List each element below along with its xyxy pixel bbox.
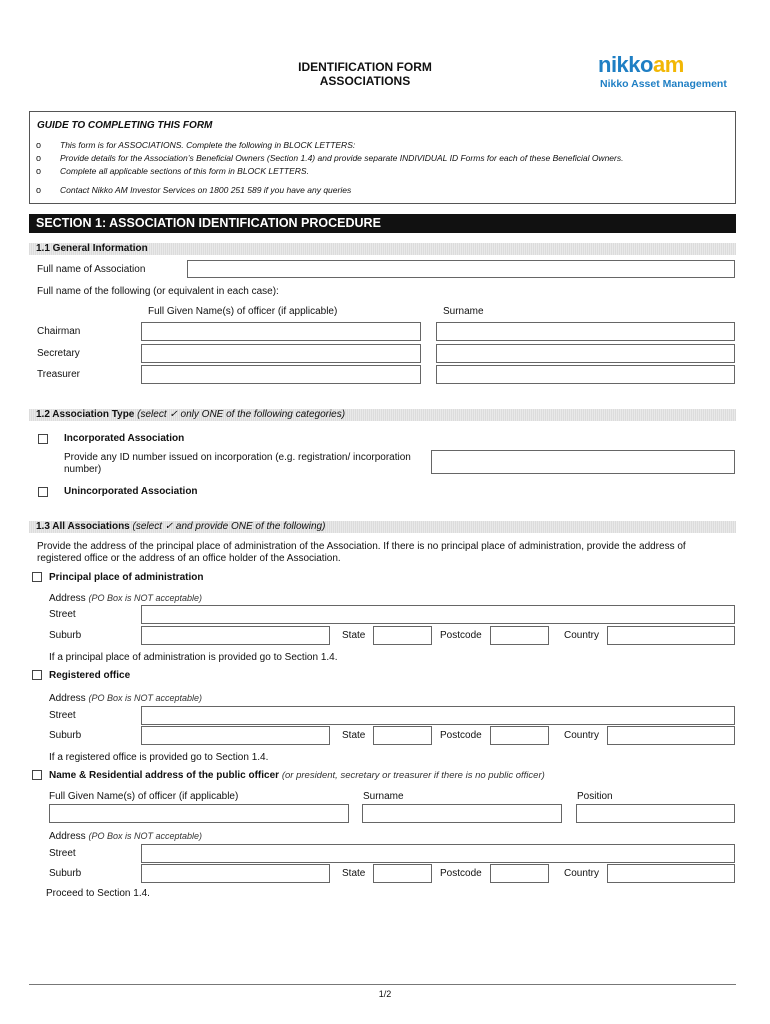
officer-street-label: Street <box>49 848 76 859</box>
role-treasurer-label: Treasurer <box>37 369 80 380</box>
public-officer-label <box>49 770 545 782</box>
secretary-given-name-field[interactable] <box>141 344 421 363</box>
officer-address-text: Address <box>49 831 86 842</box>
id-number-field[interactable] <box>431 450 735 474</box>
form-title-line1: IDENTIFICATION FORM <box>298 60 432 74</box>
guide-bullet: o <box>36 166 42 176</box>
principal-suburb-field[interactable] <box>141 626 330 645</box>
principal-state-field[interactable] <box>373 626 432 645</box>
officer-surname-header: Surname <box>363 791 404 802</box>
page-number: 1/2 <box>378 989 392 999</box>
registered-office-checkbox[interactable] <box>32 670 42 680</box>
association-name-field[interactable] <box>187 260 735 278</box>
principal-address-note: (PO Box is NOT acceptable) <box>88 593 203 603</box>
registered-suburb-field[interactable] <box>141 726 330 745</box>
nikko-am-logo <box>598 52 684 78</box>
principal-goto-note: If a principal place of administration is provided go to Section 1.4. <box>49 652 338 663</box>
principal-street-label: Street <box>49 609 76 620</box>
chairman-surname-field[interactable] <box>436 322 735 341</box>
principal-street-field[interactable] <box>141 605 735 624</box>
registered-country-label: Country <box>564 730 600 741</box>
officer-suburb-field[interactable] <box>141 864 330 883</box>
registered-goto-note: If a registered office is provided go to Section 1.4. <box>49 752 269 763</box>
footer-divider <box>29 984 736 985</box>
principal-suburb-label: Suburb <box>49 630 82 641</box>
officer-postcode-field[interactable] <box>490 864 549 883</box>
form-title-line2: ASSOCIATIONS <box>319 74 411 88</box>
id-number-label: Provide any ID number issued on incorporation (e.g. registration/ incorporation number) <box>64 452 411 475</box>
treasurer-surname-field[interactable] <box>436 365 735 384</box>
unincorporated-checkbox[interactable] <box>38 487 48 497</box>
officer-suburb-label: Suburb <box>49 868 82 879</box>
following-label: Full name of the following (or equivalent in each case): <box>37 286 279 297</box>
logo-subtitle: Nikko Asset Management <box>600 78 727 90</box>
association-type-heading-note: (select ✓ only ONE of the following categories) <box>137 409 346 420</box>
officer-position-field[interactable] <box>576 804 735 823</box>
registered-state-label: State <box>342 730 366 741</box>
general-info-heading <box>29 243 736 255</box>
principal-address-label <box>49 592 202 605</box>
general-info-heading-text: 1.1 General Information <box>36 243 148 254</box>
guide-item: Complete all applicable sections of this form in BLOCK LETTERS. <box>60 166 309 176</box>
officer-surname-field[interactable] <box>362 804 562 823</box>
principal-state-label: State <box>342 630 366 641</box>
all-associations-heading <box>29 521 736 533</box>
section1-heading: SECTION 1: ASSOCIATION IDENTIFICATION PROCEDURE <box>29 214 736 233</box>
guide-item: Contact Nikko AM Investor Services on 1800 251 589 if you have any queries <box>60 185 352 195</box>
logo-am-text: am <box>652 52 684 77</box>
full-name-label: Full name of Association <box>37 264 146 275</box>
all-associations-heading-text: 1.3 All Associations <box>36 521 130 532</box>
incorporated-checkbox[interactable] <box>38 434 48 444</box>
surname-header: Surname <box>443 306 484 317</box>
guide-item: This form is for ASSOCIATIONS. Complete the following in BLOCK LETTERS: <box>60 140 356 150</box>
officer-street-field[interactable] <box>141 844 735 863</box>
principal-postcode-label: Postcode <box>440 630 482 641</box>
chairman-given-name-field[interactable] <box>141 322 421 341</box>
association-type-heading-text: 1.2 Association Type <box>36 409 135 420</box>
secretary-surname-field[interactable] <box>436 344 735 363</box>
guide-item: Provide details for the Association’s Beneficial Owners (Section 1.4) and provide separate INDIVIDUAL ID Forms for each of these Beneficial Owners. <box>60 153 624 163</box>
given-name-header: Full Given Name(s) of officer (if applicable) <box>148 306 338 317</box>
logo-nikko-text: nikko <box>598 52 653 77</box>
officer-country-field[interactable] <box>607 864 735 883</box>
registered-street-label: Street <box>49 710 76 721</box>
officer-address-label <box>49 830 202 843</box>
all-associations-intro: Provide the address of the principal place of administration of the Association. If there is no principal place of administration, provide the address of registered office or the address of an office holder of the Association. <box>37 541 686 564</box>
principal-country-label: Country <box>564 630 600 641</box>
principal-postcode-field[interactable] <box>490 626 549 645</box>
guide-title: GUIDE TO COMPLETING THIS FORM <box>37 120 213 131</box>
officer-given-name-field[interactable] <box>49 804 349 823</box>
role-secretary-label: Secretary <box>37 348 80 359</box>
registered-address-note: (PO Box is NOT acceptable) <box>88 693 203 703</box>
all-associations-heading-note: (select ✓ and provide ONE of the following) <box>132 521 326 532</box>
guide-bullet: o <box>36 140 42 150</box>
treasurer-given-name-field[interactable] <box>141 365 421 384</box>
unincorporated-label: Unincorporated Association <box>64 486 198 497</box>
association-type-heading <box>29 409 736 421</box>
registered-address-text: Address <box>49 693 86 704</box>
registered-state-field[interactable] <box>373 726 432 745</box>
officer-state-field[interactable] <box>373 864 432 883</box>
proceed-note: Proceed to Section 1.4. <box>46 888 150 899</box>
principal-place-checkbox[interactable] <box>32 572 42 582</box>
principal-address-text: Address <box>49 593 86 604</box>
registered-postcode-field[interactable] <box>490 726 549 745</box>
registered-suburb-label: Suburb <box>49 730 82 741</box>
form-title <box>200 60 530 88</box>
officer-address-note: (PO Box is NOT acceptable) <box>88 831 203 841</box>
officer-given-name-header: Full Given Name(s) of officer (if applicable) <box>49 791 239 802</box>
registered-address-label <box>49 692 202 705</box>
registered-postcode-label: Postcode <box>440 730 482 741</box>
public-officer-note: (or president, secretary or treasurer if there is no public officer) <box>281 770 545 781</box>
principal-country-field[interactable] <box>607 626 735 645</box>
registered-street-field[interactable] <box>141 706 735 725</box>
registered-country-field[interactable] <box>607 726 735 745</box>
role-chairman-label: Chairman <box>37 326 81 337</box>
registered-office-label: Registered office <box>49 670 131 681</box>
public-officer-label-text: Name & Residential address of the public officer <box>49 770 280 781</box>
officer-position-header: Position <box>577 791 613 802</box>
public-officer-checkbox[interactable] <box>32 770 42 780</box>
officer-country-label: Country <box>564 868 600 879</box>
guide-bullet: o <box>36 153 42 163</box>
incorporated-label: Incorporated Association <box>64 433 185 444</box>
guide-bullet: o <box>36 185 42 195</box>
officer-postcode-label: Postcode <box>440 868 482 879</box>
principal-place-label: Principal place of administration <box>49 572 204 583</box>
officer-state-label: State <box>342 868 366 879</box>
